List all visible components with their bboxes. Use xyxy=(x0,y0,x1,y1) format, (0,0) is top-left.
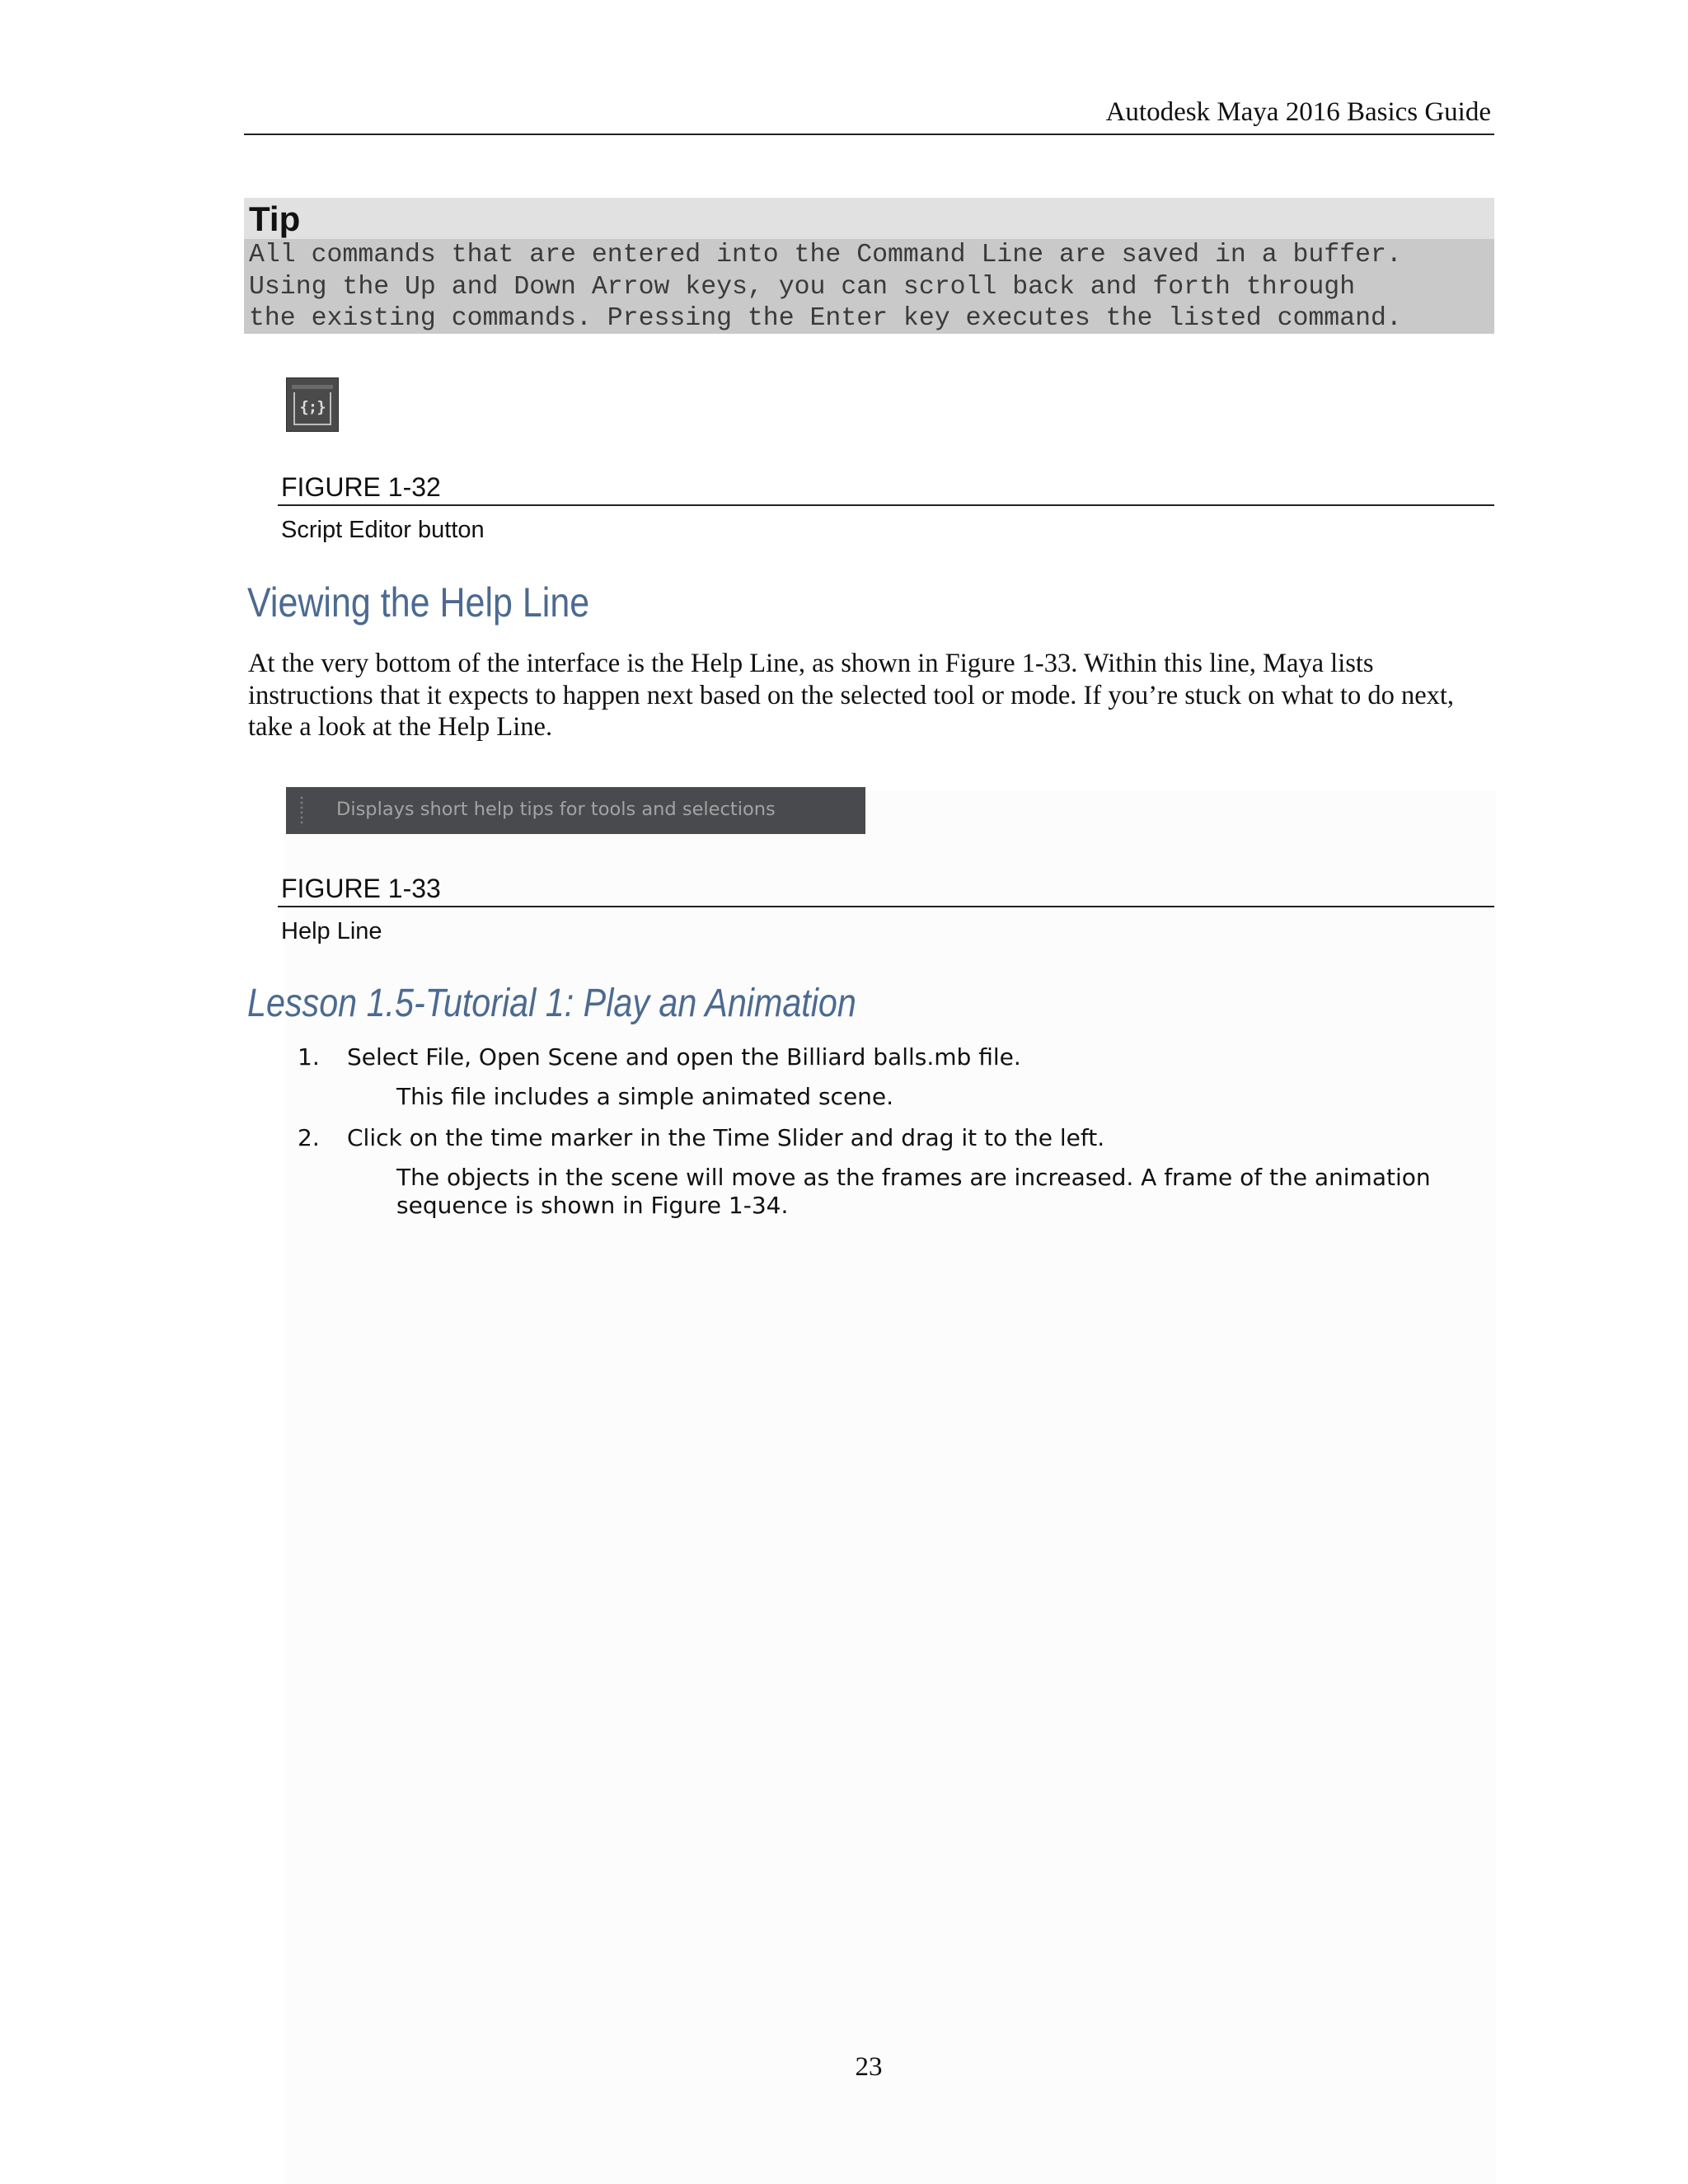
step-note: This file includes a simple animated scene. xyxy=(396,1083,894,1110)
icon-glyph: {;} xyxy=(293,392,331,425)
running-header: Autodesk Maya 2016 Basics Guide xyxy=(1105,97,1491,127)
grip-handle-icon xyxy=(299,795,304,827)
step-note: The objects in the scene will move as the frames are increased. A frame of the animation sequence is shown in Figure 1-34. xyxy=(396,1164,1431,1219)
help-line xyxy=(286,787,865,834)
step-number: 1. xyxy=(298,1043,320,1071)
figure-caption: Help Line xyxy=(281,918,382,944)
header-rule xyxy=(244,134,1494,135)
figure-label: FIGURE 1-33 xyxy=(281,874,441,903)
figure-rule xyxy=(278,906,1494,907)
section-title: Viewing the Help Line xyxy=(247,579,590,626)
icon-titlebar xyxy=(292,385,333,389)
tip-heading: Tip xyxy=(244,198,1494,239)
lesson-title: Lesson 1.5-Tutorial 1: Play an Animation xyxy=(247,982,856,1025)
figure-caption: Script Editor button xyxy=(281,517,485,543)
tip-line: Using the Up and Down Arrow keys, you can scroll back and forth through xyxy=(249,272,1356,302)
step-text: Click on the time marker in the Time Slider and drag it to the left. xyxy=(347,1124,1105,1151)
help-line-text: Displays short help tips for tools and selections xyxy=(336,799,776,820)
tip-line: the existing commands. Pressing the Enter key executes the listed command. xyxy=(249,304,1402,333)
step-text: Select File, Open Scene and open the Billiard balls.mb file. xyxy=(347,1043,1021,1071)
tip-body xyxy=(244,239,1494,334)
figure-rule xyxy=(278,504,1494,506)
page-number: 23 xyxy=(855,2052,883,2082)
script-editor-icon xyxy=(286,377,339,432)
figure-label: FIGURE 1-32 xyxy=(281,472,441,502)
step-number: 2. xyxy=(298,1124,320,1151)
tip-line: All commands that are entered into the Command Line are saved in a buffer. xyxy=(249,241,1402,269)
body-paragraph: At the very bottom of the interface is the Help Line, as shown in Figure 1-33. Within this line, Maya lists instructions that it expects to happen next based on the selected tool or mode. If you’re stuck on what to do next, take a look at the Help Line. xyxy=(248,649,1455,742)
